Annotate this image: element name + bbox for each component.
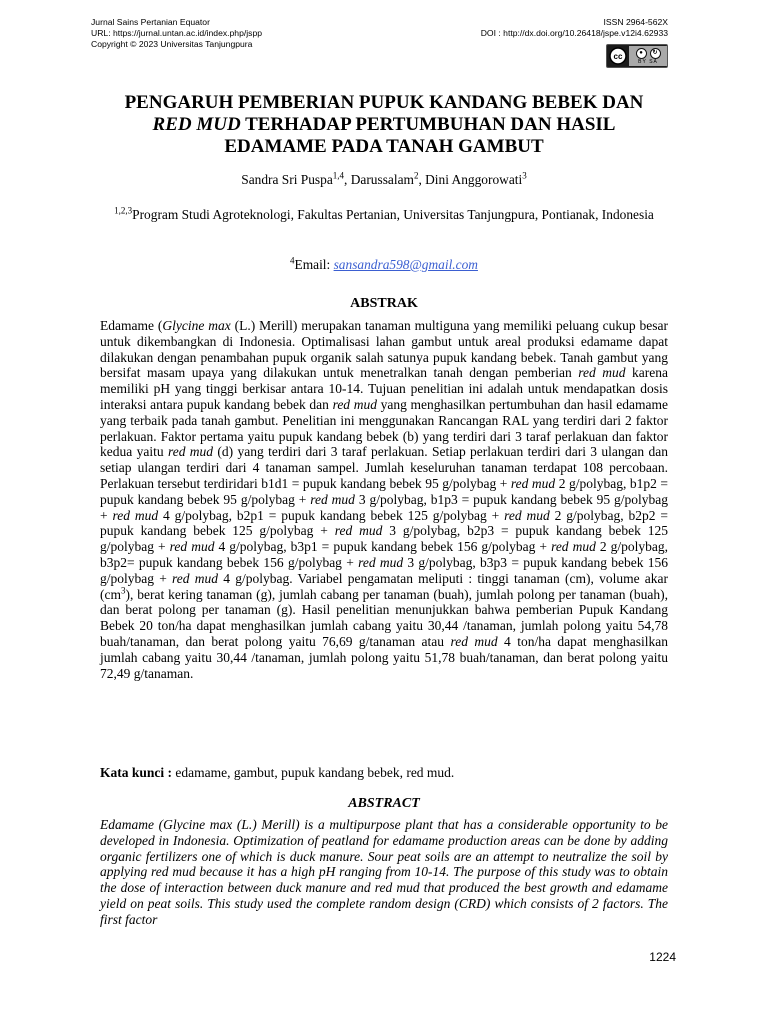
journal-header-left [91, 17, 262, 50]
paper-title [100, 92, 668, 158]
keywords-text: edamame, gambut, pupuk kandang bebek, red mud. [172, 765, 455, 780]
cc-license-badge[interactable] [606, 44, 668, 68]
doi-link[interactable]: DOI : http://dx.doi.org/10.26418/jspe.v12i4.62933 [480, 28, 668, 38]
affiliation: $^{1,2,3}$Program Studi Agroteknologi, Fakultas Pertanian, Universitas Tanjungpura, Pontianak, Indonesia [114, 205, 654, 222]
by-label: BY [638, 58, 647, 65]
abstrak-heading: ABSTRAK [350, 296, 418, 311]
share-alike-icon: ↻ [650, 48, 661, 59]
abstract-body: Edamame (Glycine max (L.) Merill) is a multipurpose plant that has a considerable opportunity to be developed in Indonesia. Optimization of peatland for edamame production areas can be done by adding organic fertilizers one of which is duck manure. Sour peat soils are an attempt to neutralize the soil by applying red mud because it has a high pH ranging from 10-14. The purpose of this study was to obtain the dose of interaction between duck manure and red mud that produced the best growth and edamame yield on peat soils. This study used the complete random design (CRD) which consists of 2 factors. The first factor [100, 817, 668, 927]
title-line-3: EDAMAME PADA TANAH GAMBUT [224, 136, 544, 157]
copyright-line: Copyright © 2023 Universitas Tanjungpura [91, 39, 253, 49]
journal-header-right [481, 17, 668, 39]
page-number: 1224 [649, 950, 676, 964]
author-2: Darussalam [350, 172, 414, 187]
author-1: Sandra Sri Puspa [241, 172, 333, 187]
title-line-2: RED MUD TERHADAP PERTUMBUHAN DAN HASIL [152, 114, 616, 135]
sa-label: SA [649, 58, 658, 65]
author-3: Dini Anggorowati [425, 172, 523, 187]
author-list: Sandra Sri Puspa$^{1,4}$, Darussalam$^2$, Dini Anggorowati$^3$ [241, 170, 527, 187]
abstrak-body: Edamame (Glycine max (L.) Merill) merupakan tanaman multiguna yang memiliki peluang cukup besar untuk dikembangkan di Indonesia. Optimalisasi lahan gambut untuk areal produksi edamame dapat dilakukan dengan penambahan pupuk organik salah satunya pupuk kandang bebek. Tanah gambut yang bersifat masam upaya yang dilakukan untuk menetralkan tanah dengan pemberian red mud karena memiliki pH yang tinggi berkisar antara 10-14. Tujuan penelitian ini adalah untuk mendapatkan dosis interaksi antara pupuk kandang bebek dan red mud yang menghasilkan pertumbuhan dan hasil edamame yang terbaik pada tanah gambut. Penelitian ini menggunakan Rancangan RAL yang terdiri dari 2 faktor perlakuan. Faktor pertama yaitu pupuk kandang bebek (b) yang terdiri dari 3 taraf perlakuan dan faktor kedua yaitu red mud (d) yang terdiri dari 3 taraf perlakuan. Setiap perlakuan terdiri dari 3 ulangan dan setiap ulangan terdiri dari 4 tanaman sampel. Jumlah keseluruhan tanaman terdapat 108 percobaan. Perlakuan tersebut terdiridari b1d1 = pupuk kandang bebek 95 g/polybag + red mud 2 g/polybag, b1p2 = pupuk kandang bebek 95 g/polybag + red mud 3 g/polybag, b1p3 = pupuk kandang bebek 95 g/polybag + red mud 4 g/polybag, b2p1 = pupuk kandang bebek 125 g/polybag + red mud 2 g/polybag, b2p2 = pupuk kandang bebek 125 g/polybag + red mud 3 g/polybag, b2p3 = pupuk kandang bebek 125 g/polybag + red mud 4 g/polybag, b3p1 = pupuk kandang bebek 156 g/polybag + red mud 2 g/polybag, b3p2= pupuk kandang bebek 156 g/polybag + red mud 3 g/polybag, b3p3 = pupuk kandang bebek 156 g/polybag + red mud 4 g/polybag. Variabel pengamatan meliputi : tinggi tanaman (cm), volume akar $(cm^3)$, berat kering tanaman (g), jumlah cabang per tanaman (buah), jumlah polong per tanaman (buah), dan berat polong per tanaman (g). Hasil penelitian menunjukkan bahwa pemberian Pupuk Kandang Bebek 20 ton/ha dapat menghasilkan jumlah cabang yaitu 30,44 /tanaman, jumlah polong yaitu 54,78 buah/tanaman, dan berat polong yaitu 76,69 g/tanaman atau red mud 4 ton/ha dapat menghasilkan jumlah cabang yaitu 30,44 /tanaman, jumlah polong yaitu 51,78 buah/tanaman, dan berat polong yaitu 72,49 g/tanaman. [100, 318, 669, 681]
title-line-1: PENGARUH PEMBERIAN PUPUK KANDANG BEBEK DAN [124, 92, 644, 113]
cc-logo-icon [607, 46, 629, 66]
by-person-icon: ● [636, 48, 647, 59]
svg-text:cc: cc [613, 52, 623, 61]
journal-url[interactable]: URL: https://jurnal.untan.ac.id/index.php/jspp [91, 28, 263, 38]
journal-name: Jurnal Sains Pertanian Equator [91, 17, 210, 27]
abstract-heading: ABSTRACT [348, 796, 420, 811]
email-link[interactable]: sansandra598@gmail.com [333, 257, 478, 272]
issn: ISSN 2964-562X [603, 17, 668, 27]
corresponding-email: $^4$Email: sansandra598@gmail.com [290, 255, 478, 272]
keywords-label: Kata kunci : [100, 765, 173, 780]
keywords [100, 765, 668, 781]
